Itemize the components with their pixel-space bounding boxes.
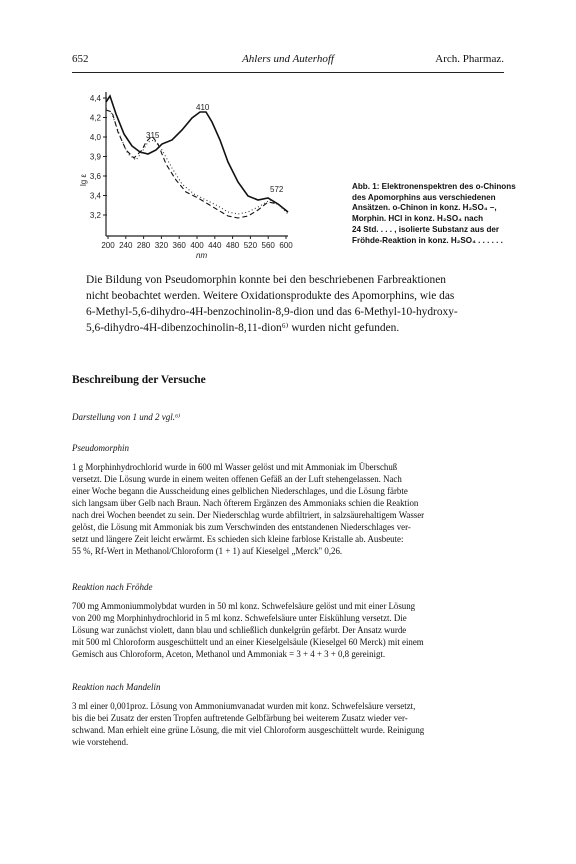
y-tick-label: 4,2 [89,113,101,123]
peak-label-410: 410 [196,103,210,112]
curve-dotted [106,108,288,214]
y-tick-label: 4,4 [89,94,101,103]
x-tick-label: 280 [136,241,151,250]
text-line: versetzt. Die Lösung wurde in einem weiten offenen Gefäß an der Luft stehengelassen. Nach [72,474,402,484]
paragraph-pseudomorphin [72,461,508,557]
caption-line: Morphin. HCl in konz. H₂SO₄ nach [352,214,484,224]
text-line: 55 %, Rf-Wert in Methanol/Chloroform (1 + 1) auf Kieselgel „Merck" 0,26. [72,546,343,556]
text-line: gelöst, die Lösung mit Ammoniak bis zum Verschwinden des entstandenen Niederschlages ver- [72,522,411,532]
x-tick-label: 200 [101,241,115,250]
y-tick-label: 3,9 [89,152,101,162]
text-line: wie vorstehend. [72,737,129,747]
section-heading: Beschreibung der Versuche [72,374,206,386]
x-tick-label: 440 [208,241,222,250]
x-tick-label: 600 [279,241,293,250]
x-unit-label: nm [196,251,208,260]
text-line: sich langsam über Gelb nach Braun. Nach öfterem Ergänzen des Ammoniaks schien die Reaktion [72,498,419,508]
intro-line: nicht beobachtet werden. Weitere Oxidationsprodukte des Apomorphins, wie das [86,290,455,302]
subsection-title-darstellung: Darstellung von 1 und 2 vgl.⁶⁾ [72,412,181,422]
page-number: 652 [72,53,89,65]
paragraph-mandelin [72,700,508,748]
text-line: 700 mg Ammoniummolybdat wurden in 50 ml konz. Schwefelsäure gelöst und mit einer Lösung [72,601,416,611]
subsection-title-mandelin: Reaktion nach Mandelin [72,682,161,692]
x-tick-label: 520 [243,241,258,250]
y-tick-label: 3,4 [89,191,101,201]
caption-line: des Apomorphins aus verschiedenen [352,192,496,202]
y-tick-label: 3,2 [89,211,101,220]
peak-label-315: 315 [146,131,160,140]
x-tick-label: 400 [190,241,204,250]
y-axis-symbol: lg ε [79,173,88,186]
y-tick-label: 4,0 [89,133,101,142]
caption-line: 24 Std. . . . , isolierte Substanz aus der [352,224,500,234]
curve-solid [106,96,288,212]
caption-line: Fröhde-Reaktion in konz. H₂SO₄ . . . . . . [352,235,503,245]
text-line: bis die bei Zusatz der ersten Tropfen auftretende Gelbfärbung bei weiterem Zusatz wieder ver- [72,713,408,723]
text-line: einer Woche begann die Ausscheidung eines gelblichen Niederschlages, und die Lösung färbte [72,486,408,496]
journal-name: Arch. Pharmaz. [435,53,504,65]
subsection-title-pseudomorphin: Pseudomorphin [72,443,129,453]
text-line: 1 g Morphinhydrochlorid wurde in 600 ml Wasser gelöst und mit Ammoniak im Überschuß [72,462,398,472]
text-line: Gemisch aus Chloroform, Aceton, Methanol und Ammoniak = 3 + 4 + 3 + 0,8 gereinigt. [72,649,386,659]
x-tick-label: 480 [225,241,240,250]
running-title: Ahlers und Auterhoff [242,53,334,65]
uv-spectrum-figure [79,88,306,266]
paragraph-froehde [72,600,508,660]
text-line: 3 ml einer 0,001proz. Lösung von Ammoniumvanadat wurden mit konz. Schwefelsäure versetzt, [72,701,416,711]
text-line: schwand. Man erhielt eine grüne Lösung, die mit viel Chloroform ausgeschüttelt wurde. Reinigung [72,725,425,735]
caption-line: Ansätzen. o-Chinon in konz. H₂SO₄ –, [352,203,497,213]
caption-line: Abb. 1: Elektronenspektren des o-Chinons [352,182,516,191]
x-tick-label: 360 [172,241,186,250]
header-rule [72,72,504,73]
y-tick-label: 3,6 [89,172,101,181]
figure-caption [352,182,516,246]
subsection-title-froehde: Reaktion nach Fröhde [72,582,153,592]
curve-dashed [106,110,288,218]
x-tick-label: 240 [119,241,133,250]
text-line: setzt und längere Zeit leicht erwärmt. Es schieden sich kleine farblose Kristalle ab. Ausbeute: [72,534,404,544]
x-tick-label: 560 [261,241,275,250]
intro-line: 5,6-dihydro-4H-dibenzochinolin-8,11-dion⁶⁾ wurden nicht gefunden. [86,322,400,334]
intro-line: Die Bildung von Pseudomorphin konnte bei den beschriebenen Farbreaktionen [86,274,446,286]
text-line: Lösung war zunächst violett, dann blau und schließlich dunkelgrün gefärbt. Der Ansatz wurde [72,625,407,635]
intro-paragraph [86,272,506,336]
intro-line: 6-Methyl-5,6-dihydro-4H-benzochinolin-8,9-dion und das 6-Methyl-10-hydroxy- [86,306,458,318]
peak-label-572: 572 [270,185,284,194]
text-line: mit 500 ml Chloroform ausgeschüttelt und an einer Kieselgelsäule (Kieselgel 60 Merck) mit einem [72,637,424,647]
x-tick-label: 320 [154,241,169,250]
text-line: nach drei Wochen beendet zu sein. Der Niederschlag wurde abfiltriert, in salzsäurehaltigem Wasser [72,510,425,520]
text-line: von 200 mg Morphinhydrochlorid in 5 ml konz. Schwefelsäure unter Eiskühlung versetzt. Die [72,613,407,623]
